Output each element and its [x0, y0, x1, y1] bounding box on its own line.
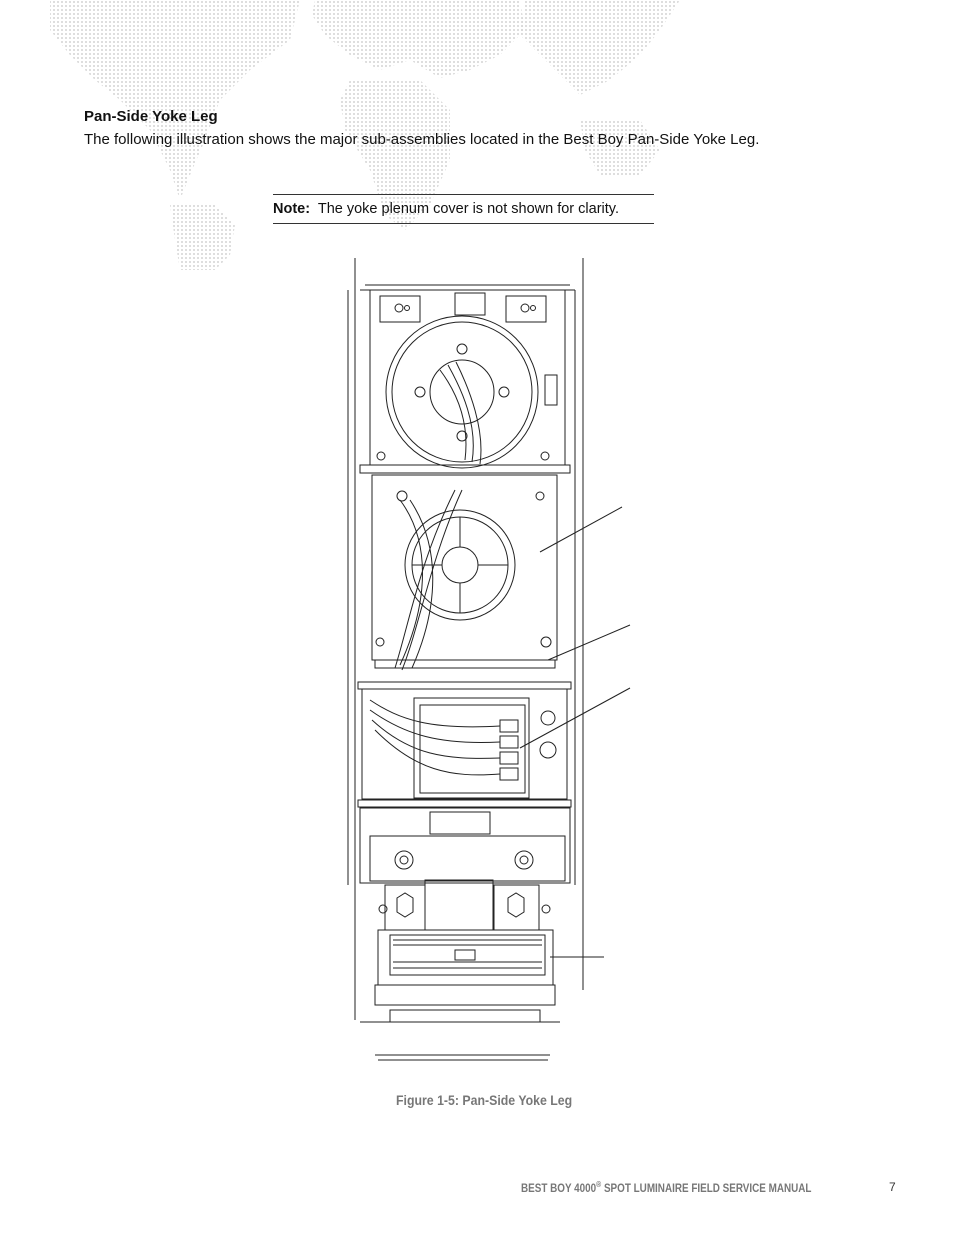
- note-text: The yoke plenum cover is not shown for clarity.: [317, 201, 619, 217]
- section-heading: Pan-Side Yoke Leg: [84, 108, 218, 125]
- intro-paragraph: The following illustration shows the major sub-assemblies located in the Best Boy Pan-Side Yoke Leg.: [84, 131, 760, 148]
- figure-caption: Figure 1-5: Pan-Side Yoke Leg: [396, 1092, 573, 1108]
- note-label: Note:: [273, 201, 311, 217]
- yoke-leg-illustration: [330, 250, 650, 1070]
- registered-mark: ®: [596, 1180, 602, 1189]
- page-number: 7: [889, 1180, 896, 1194]
- footer-manual-title: BEST BOY 4000® SPOT LUMINAIRE FIELD SERVICE MANUAL: [521, 1180, 812, 1195]
- note-box: [273, 194, 654, 224]
